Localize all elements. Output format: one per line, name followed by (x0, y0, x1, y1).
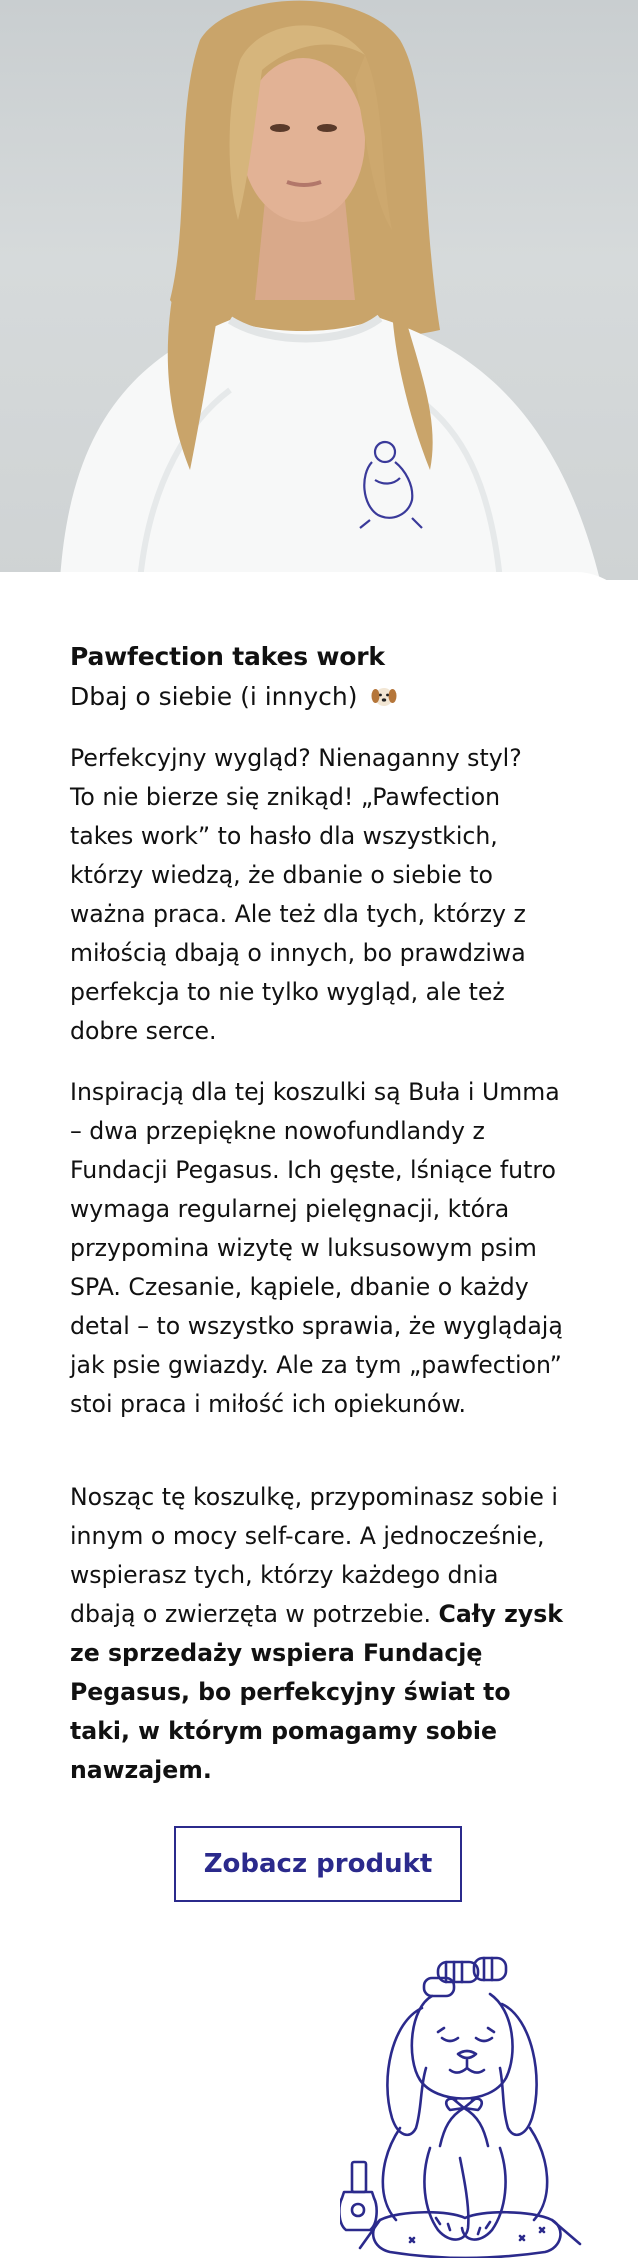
hero-photo (0, 0, 638, 580)
paragraph-support (70, 1478, 570, 1790)
section-title: Pawfection takes work (70, 642, 385, 671)
paragraph-intro: Perfekcyjny wygląd? Nienaganny styl? To nie bierze się znikąd! „Pawfection takes work” to hasło dla wszystkich, którzy wiedzą, że dbanie o siebie to ważna praca. Ale też dla tych, którzy z miłością dbają o innych, bo prawdziwa perfekcja to nie tylko wygląd, ale też dobre serce. (70, 744, 526, 1045)
paragraph-support-regular: Nosząc tę koszulkę, przypominasz sobie i innym o mocy self-care. A jednocześnie, wspierasz tych, którzy każdego dnia dbają o zwierzęta w potrzebie. (70, 1483, 558, 1628)
nail-polish-icon (340, 2162, 377, 2230)
section-subtitle-text: Dbaj o siebie (i innych) (70, 682, 358, 711)
paragraph-support-bold: Cały zysk ze sprzedaży wspiera Fundację Pegasus, bo perfekcyjny świat to taki, w którym pomagamy sobie nawzajem. (70, 1600, 563, 1784)
paragraph-inspiration: Inspiracją dla tej koszulki są Buła i Umma – dwa przepiękne nowofundlandy z Fundacji Pegasus. Ich gęste, lśniące futro wymaga regularnej pielęgnacji, która przypomina wizytę w luksusowym psim SPA. Czesanie, kąpiele, dbanie o każdy detal – to wszystko sprawia, że wyglądają jak psie gwiazdy. Ale za tym „pawfection” stoi praca i miłość ich opiekunów. (70, 1078, 563, 1418)
view-product-button[interactable]: Zobacz produkt (174, 1826, 462, 1902)
section-subtitle (70, 682, 397, 711)
dog-face-icon (371, 683, 397, 709)
hero-photo-illustration (0, 0, 638, 580)
dog-grooming-illustration (340, 1948, 590, 2258)
